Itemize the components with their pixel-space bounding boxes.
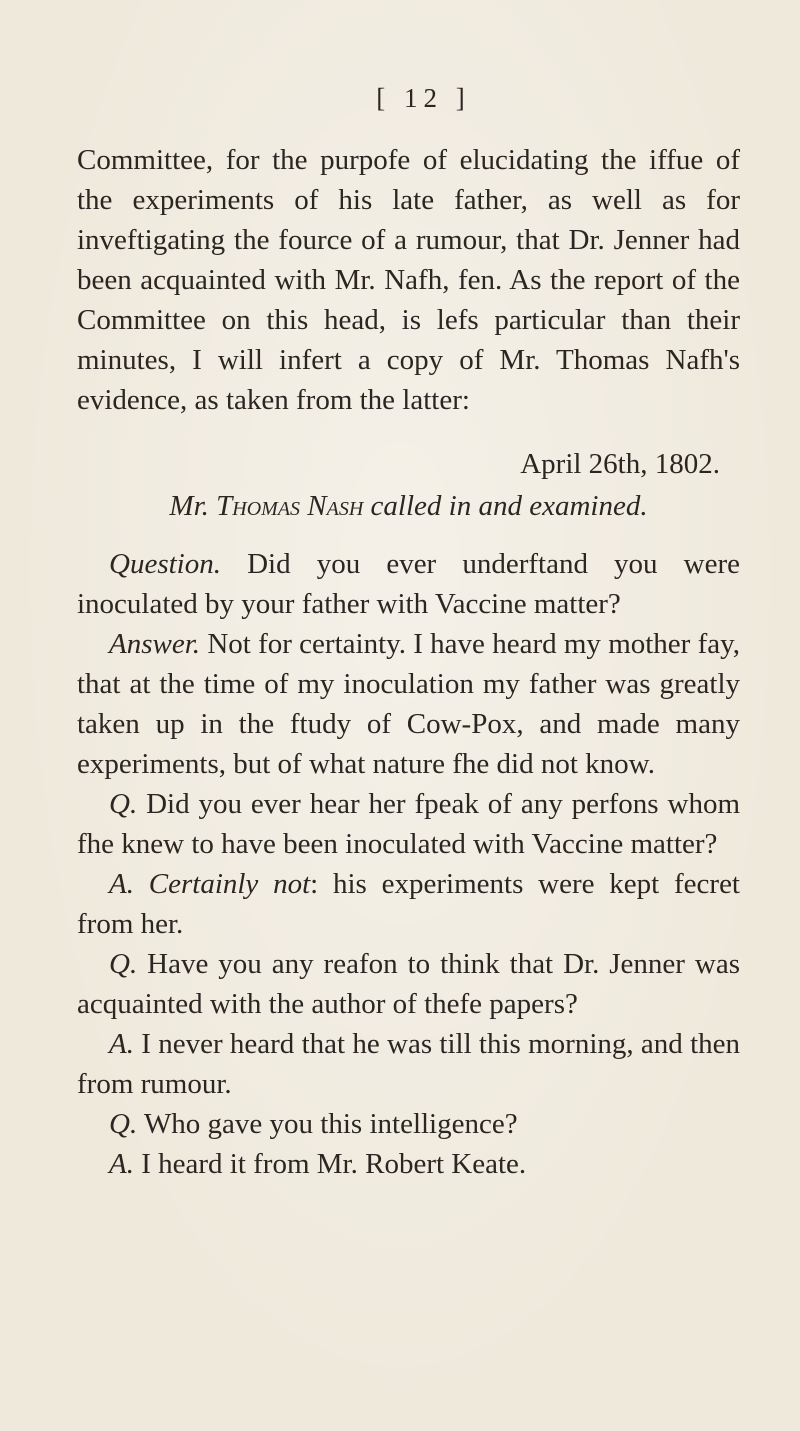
speaker-label: Question. <box>109 548 221 580</box>
exchange-emphasis: Certainly not <box>148 868 311 900</box>
speaker-label: Q. <box>109 1108 138 1140</box>
speaker-label: A. <box>109 1148 134 1180</box>
exchange-text: : his experiments were kept fecret from her. <box>77 868 740 940</box>
exchange-answer-3 <box>77 1024 740 1104</box>
exchange-text: Who gave you this intelligence? <box>143 1108 518 1140</box>
heading-prefix: Mr. <box>169 490 209 522</box>
exchange-answer-1 <box>77 624 740 784</box>
exchange-text: Have you any reafon to think that Dr. Jenner was acquainted with the author of thefe papers? <box>77 948 741 1020</box>
exchange-text: I never heard that he was till this morning, and then from rumour. <box>77 1028 741 1100</box>
speaker-label: Answer. <box>109 628 201 660</box>
examination-date: April 26th, 1802. <box>520 448 720 480</box>
heading-suffix: called in and examined. <box>370 490 648 522</box>
exchange-text: Not for certainty. I have heard my mother fay, that at the time of my inoculation my father was greatly taken up in the ftudy of Cow-Pox, and made many experiments, but of what nature fhe did not know. <box>77 628 741 780</box>
examination-heading <box>77 486 740 526</box>
exchange-answer-2 <box>77 864 740 944</box>
speaker-label: Q. <box>109 788 138 820</box>
witness-name: Thomas Nash <box>216 490 364 522</box>
body-text <box>77 140 740 1184</box>
exchange-text: I heard it from Mr. Robert Keate. <box>141 1148 527 1180</box>
exchange-answer-4 <box>77 1144 740 1184</box>
exchange-text: Did you ever underftand you were inoculated by your father with Vaccine matter? <box>77 548 741 620</box>
exchange-question-1 <box>77 544 740 624</box>
opening-paragraph: Committee, for the purpofe of elucidating the iffue of the experiments of his late father, as well as for inveftigating the fource of a rumour, that Dr. Jenner had been acquainted with Mr. Nafh, fen. As the report of the Committee on this head, is lefs particular than their minutes, I will infert a copy of Mr. Thomas Nafh's evidence, as taken from the latter: <box>77 144 740 416</box>
speaker-label: A. <box>109 1028 134 1060</box>
speaker-label: Q. <box>109 948 138 980</box>
exchange-text: Did you ever hear her fpeak of any perfons whom fhe knew to have been inoculated with Vaccine matter? <box>77 788 740 860</box>
page-number: [ 12 ] <box>376 83 471 113</box>
exchange-question-4 <box>77 1104 740 1144</box>
speaker-label: A. <box>109 868 134 900</box>
exchange-question-2 <box>77 784 740 864</box>
exchange-question-3 <box>77 944 740 1024</box>
